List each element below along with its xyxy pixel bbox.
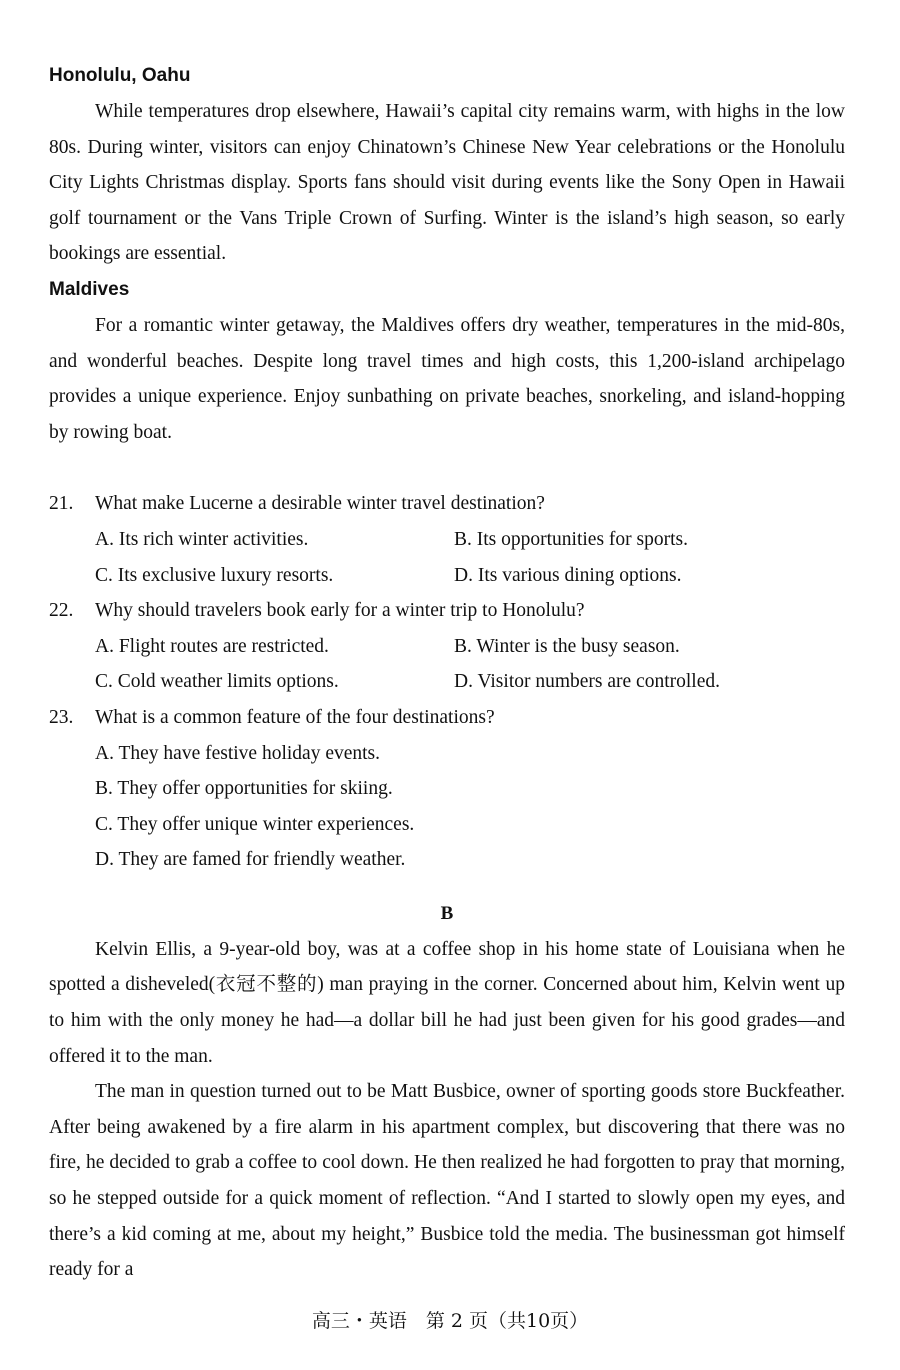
option-c: C. Cold weather limits options. [95,671,339,693]
option-a: A. Its rich winter activities. [95,528,309,550]
question-text: Why should travelers book early for a winter trip to Honolulu? [95,600,585,622]
option-d: D. Visitor numbers are controlled. [454,671,720,693]
question-text: What make Lucerne a desirable winter travel destination? [95,493,545,515]
paragraph-honolulu: While temperatures drop elsewhere, Hawaii’s capital city remains warm, with highs in the low 80s. During winter, visitors can enjoy Chinatown’s Chinese New Year celebrations or the Honolulu City Lights Christmas display. Sports fans should visit during events like the Sony Open in Hawaii golf tournament or the Vans Triple Crown of Surfing. Winter is the island’s high season, so early bookings are essential. [49,101,845,265]
option-a: A. Flight routes are restricted. [95,635,329,657]
passage-b-paragraph-1: Kelvin Ellis, a 9-year-old boy, was at a coffee shop in his home state of Louisiana when he spotted a disheveled(衣冠不整的) man praying in the corner. Concerned about him, Kelvin went up to him with the only money he had—a dollar bill he had just been given for his good grades—and offered it to the man. [49,938,845,1067]
spacer [49,450,845,486]
option-d: D. Its various dining options. [454,564,682,586]
question-text: What is a common feature of the four destinations? [95,706,495,728]
page-footer: 高三・英语 第 2 页（共10页） [311,1310,589,1332]
section-heading-maldives: Maldives [49,278,130,300]
section-heading-honolulu: Honolulu, Oahu [49,65,191,86]
paragraph-maldives: For a romantic winter getaway, the Maldives offers dry weather, temperatures in the mid-80s, and wonderful beaches. Despite long travel times and high costs, this 1,200-island archipelago provides a unique experience. Enjoy sunbathing on private beaches, snorkeling, and island-hopping by rowing boat. [49,314,845,443]
question-number: 22. [49,600,74,622]
page-content [49,58,845,1288]
question-23 [49,700,845,878]
option-b: B. Winter is the busy season. [454,635,680,657]
passage-b-title: B [440,902,454,924]
option-b: B. Its opportunities for sports. [454,528,688,550]
option-a: A. They have festive holiday events. [95,742,381,764]
question-22 [49,593,845,700]
question-number: 21. [49,493,74,515]
option-c: C. They offer unique winter experiences. [95,813,415,835]
passage-b-paragraph-2: The man in question turned out to be Matt Busbice, owner of sporting goods store Buckfeather. After being awakened by a fire alarm in his apartment complex, but discovering that there was no fire, he decided to grab a coffee to cool down. He then realized he had forgotten to pray that morning, so he stepped outside for a quick moment of reflection. “And I started to slowly open my eyes, and there’s a kid coming at me, about my height,” Busbice told the media. The businessman got himself ready for a [49,1081,845,1281]
option-b: B. They offer opportunities for skiing. [95,778,393,800]
question-21 [49,486,845,593]
option-d: D. They are famed for friendly weather. [95,849,406,871]
option-c: C. Its exclusive luxury resorts. [95,564,334,586]
question-number: 23. [49,706,74,728]
